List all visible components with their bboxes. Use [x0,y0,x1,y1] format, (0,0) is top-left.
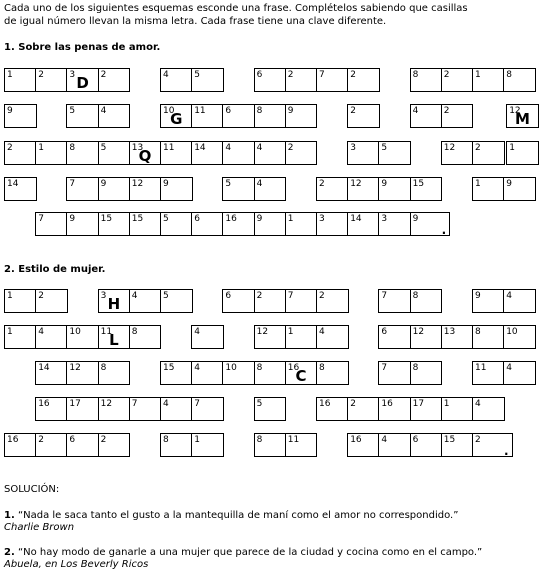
cell-number: 7 [194,399,200,409]
cell-number: 12 [256,327,269,337]
puzzle-2-cell [285,289,318,313]
cell-number: 16 [350,435,362,445]
cell-number: 2 [319,179,325,189]
cell-number: 10 [225,363,237,373]
cell-letter: C [295,367,307,385]
cell-number: 9 [163,179,169,189]
puzzle-2-cell [472,361,505,385]
cell-number: 3 [319,214,325,224]
cell-number: 2 [38,435,44,445]
puzzle-2-cell [191,361,224,385]
puzzle-2-cell [503,361,536,385]
cell-number: 2 [287,143,294,153]
cell-number: 2 [475,435,481,445]
cell-number: 14 [7,179,19,189]
cell-number: 8 [131,327,138,337]
cell-period: . [504,444,509,458]
cell-number: 4 [100,106,107,116]
solution-1-author: Charlie Brown [4,522,75,533]
puzzle-2-cell [160,397,193,421]
cell-letter: Q [138,147,152,165]
cell-number: 4 [319,327,325,337]
puzzle-2-cell [129,325,162,349]
cell-number: 5 [225,179,232,189]
cell-number: 2 [443,70,450,80]
cell-number: 6 [225,106,232,116]
puzzle-2-cell [66,433,99,457]
puzzle-2-cell [410,289,443,313]
cell-number: 8 [256,363,263,373]
cell-number: 5 [381,143,388,153]
cell-number: 4 [256,143,263,153]
puzzle-2-cell [441,325,474,349]
cell-number: 11 [475,363,487,373]
cell-number: 1 [443,399,450,409]
puzzle-2-cell [191,325,224,349]
puzzle-2-cell [35,397,68,421]
cell-number: 7 [131,399,138,409]
cell-number: 1 [7,327,13,337]
cell-number: 1 [287,214,294,224]
cell-number: 11 [287,435,300,445]
puzzle-2-cell [410,433,443,457]
cell-number: 7 [381,291,388,301]
puzzle-2-cell [285,325,318,349]
cell-number: 4 [381,435,388,445]
cell-letter: G [170,110,183,128]
cell-number: 4 [163,70,169,80]
puzzle-2-cell [410,361,443,385]
puzzle-2-cell [285,433,318,457]
puzzle-2-cell [160,433,193,457]
cell-number: 2 [287,70,294,80]
cell-number: 4 [475,399,481,409]
cell-number: 16 [319,399,331,409]
cell-number: 10 [69,327,81,337]
cell-number: 3 [381,214,388,224]
cell-number: 8 [69,143,76,153]
puzzle-2-cell [254,289,287,313]
cell-number: 16 [7,435,19,445]
cell-number: 2 [475,143,481,153]
puzzle-2-cell [98,325,131,349]
cell-number: 7 [287,291,294,301]
cell-number: 12 [131,179,144,189]
puzzle-2-cell [347,397,380,421]
cell-number: 4 [194,363,200,373]
cell-number: 11 [100,327,113,337]
puzzle-2-cell [98,397,131,421]
cell-number: 9 [475,291,481,301]
cell-number: 8 [412,291,419,301]
cell-number: 13 [131,143,144,153]
cell-number: 9 [256,214,263,224]
cell-number: 10 [163,106,175,116]
puzzle-2-cell [254,433,287,457]
puzzle-2-cell [129,397,162,421]
cell-number: 4 [225,143,232,153]
cell-number: 16 [225,214,237,224]
cell-number: 16 [287,363,300,373]
cell-number: 8 [412,70,419,80]
cell-letter: H [107,295,121,313]
cell-number: 17 [412,399,425,409]
cell-number: 9 [412,214,419,224]
cell-number: 5 [256,399,263,409]
cell-number: 2 [443,106,450,116]
cell-number: 8 [319,363,325,373]
cell-number: 2 [350,70,356,80]
cell-number: 6 [381,327,388,337]
puzzle-2-cell [191,433,224,457]
cell-number: 5 [163,214,169,224]
cell-number: 4 [131,291,138,301]
cell-number: 1 [194,435,200,445]
cell-number: 2 [350,106,356,116]
cell-number: 1 [475,179,481,189]
cell-number: 9 [7,106,13,116]
puzzle-2-cell [503,289,536,313]
puzzle-2-cell [472,289,505,313]
puzzle-2-cell [378,289,411,313]
solution-1-quote: “Nada le saca tanto el gusto a la mantequilla de maní como el amor no correspondido.” [17,510,459,521]
cell-number: 2 [7,143,13,153]
solution-1-number: 1. [4,510,15,521]
puzzle-2-cell [160,361,193,385]
cell-number: 12 [100,399,113,409]
cell-number: 13 [443,327,456,337]
cell-number: 1 [287,327,294,337]
puzzle-2-title: 2. Estilo de mujer. [4,264,106,275]
puzzle-2-cell [316,325,349,349]
cell-number: 7 [381,363,388,373]
puzzle-2-cell [129,289,162,313]
puzzle-2-cell [378,433,411,457]
cell-number: 6 [69,435,76,445]
puzzle-2-cell [316,289,349,313]
cell-number: 7 [69,179,76,189]
cell-number: 8 [163,435,169,445]
cell-number: 1 [475,70,481,80]
cell-number: 16 [38,399,50,409]
cell-number: 2 [38,70,44,80]
puzzle-2-cell [410,325,443,349]
puzzle-2-cell [222,361,255,385]
cell-number: 3 [350,143,356,153]
cell-number: 8 [256,106,263,116]
cell-number: 6 [256,70,263,80]
cell-number: 4 [412,106,419,116]
cell-number: 9 [287,106,294,116]
cell-number: 1 [7,291,13,301]
solution-2-quote: “No hay modo de ganarle a una mujer que parece de la ciudad y cocina como en el campo.” [17,547,483,558]
puzzle-2-cell [378,397,411,421]
cell-number: 6 [225,291,232,301]
puzzle-2-cell [98,433,131,457]
cell-number: 3 [69,70,76,80]
cell-number: 4 [163,399,169,409]
puzzle-2-cell [4,289,37,313]
cell-number: 3 [100,291,107,301]
cell-number: 1 [7,70,13,80]
puzzle-2-cell [254,361,287,385]
cell-number: 16 [381,399,393,409]
instructions-line-1: Cada uno de los siguientes esquemas esconde una frase. Complételos sabiendo que casillas [4,3,468,14]
cell-letter: L [109,331,119,349]
cell-number: 6 [194,214,200,224]
cell-number: 12 [350,179,362,189]
cell-number: 5 [163,291,169,301]
cell-number: 9 [381,179,388,189]
cell-number: 9 [506,179,512,189]
solution-heading: SOLUCIÓN: [4,484,60,495]
cell-number: 15 [131,214,144,224]
puzzle-2-cell [4,433,37,457]
cell-number: 7 [319,70,325,80]
cell-number: 8 [475,327,481,337]
puzzle-2-cell [378,325,411,349]
cell-number: 17 [69,399,81,409]
puzzle-2-cell [503,325,536,349]
cell-number: 11 [194,106,206,116]
solution-2 [4,547,482,571]
cell-number: 12 [443,143,456,153]
cell-number: 4 [194,327,200,337]
puzzle-2-cell [378,361,411,385]
cell-number: 15 [163,363,175,373]
puzzle-2-cell [160,289,193,313]
cell-number: 14 [194,143,206,153]
cell-number: 2 [38,291,44,301]
puzzle-2-cell [66,397,99,421]
cell-number: 8 [100,363,107,373]
puzzle-2-cell [222,289,255,313]
puzzle-2-cell [66,361,99,385]
puzzle-2-cell [472,397,505,421]
cell-number: 15 [100,214,113,224]
cell-number: 2 [100,70,107,80]
cell-letter: M [514,110,530,128]
cell-number: 4 [506,291,512,301]
puzzle-2-cell [316,361,349,385]
cell-number: 8 [256,435,263,445]
puzzle-2-cell [347,433,380,457]
solution-2-author: Abuela, en Los Beverly Ricos [4,559,149,570]
cell-number: 5 [100,143,107,153]
cell-number: 12 [69,363,81,373]
cell-period: . [441,223,447,237]
cell-number: 5 [194,70,200,80]
cell-number: 7 [38,214,44,224]
puzzle-2-cell [4,325,37,349]
cell-number: 1 [509,143,515,153]
puzzle-2-cell [441,397,474,421]
puzzle-2-cell [472,433,513,457]
cell-number: 9 [69,214,76,224]
cell-number: 12 [509,106,521,116]
cell-number: 15 [443,435,456,445]
puzzle-1-title: 1. Sobre las penas de amor. [4,42,161,53]
cell-number: 4 [38,327,44,337]
cell-number: 2 [100,435,107,445]
cell-number: 1 [38,143,44,153]
cell-number: 9 [100,179,107,189]
cell-number: 10 [506,327,518,337]
cell-number: 8 [412,363,419,373]
puzzle-2-cell [441,433,474,457]
cell-number: 2 [256,291,263,301]
cell-letter: D [76,74,89,92]
instructions-line-2: de igual número llevan la misma letra. Cada frase tiene una clave diferente. [4,16,387,27]
puzzle-2-cell [472,325,505,349]
cell-number: 11 [163,143,175,153]
puzzle-2-cell [285,361,318,385]
puzzle-2-cell [35,325,68,349]
puzzle-2-cell [316,397,349,421]
cell-number: 6 [412,435,419,445]
cell-number: 14 [350,214,362,224]
cell-number: 2 [319,291,325,301]
puzzle-2-cell [35,361,68,385]
puzzle-2-cell [35,289,68,313]
cell-number: 5 [69,106,76,116]
cell-number: 2 [350,399,356,409]
cell-number: 4 [506,363,512,373]
cell-number: 15 [412,179,425,189]
puzzle-2-cell [98,361,131,385]
cell-number: 12 [412,327,425,337]
solution-2-number: 2. [4,547,15,558]
puzzle-2-cell [98,289,131,313]
puzzle-2-cell [410,397,443,421]
cell-number: 4 [256,179,263,189]
puzzle-2-cell [191,397,224,421]
puzzle-2-cell [254,397,287,421]
solution-1 [4,510,458,534]
puzzle-2-cell [66,325,99,349]
puzzle-2-cell [35,433,68,457]
cell-number: 14 [38,363,50,373]
puzzle-2-cell [254,325,287,349]
cell-number: 8 [506,70,512,80]
